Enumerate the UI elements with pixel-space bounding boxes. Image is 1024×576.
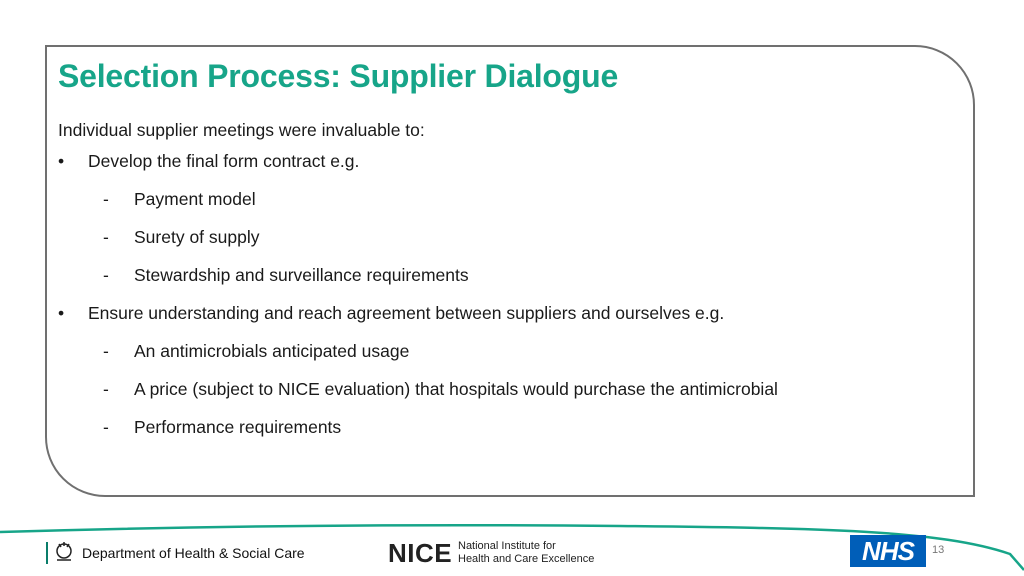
nice-line-1: National Institute for [458,540,556,552]
intro-text: Individual supplier meetings were invaluable to: [58,120,425,140]
dhsc-logo-bar [46,542,48,564]
slide-title: Selection Process: Supplier Dialogue [58,58,619,94]
dash-marker: - [103,265,109,285]
sub-item: Stewardship and surveillance requirements [134,265,469,285]
dash-marker: - [103,341,109,361]
nice-subtitle [458,540,594,566]
bullet-marker: • [58,151,65,171]
nice-wordmark: NICE [388,538,453,568]
nhs-logo: NHS [850,535,926,567]
sub-item: An antimicrobials anticipated usage [134,341,410,361]
sub-item: Payment model [134,189,256,209]
bullet-marker: • [58,303,65,323]
sub-item: Surety of supply [134,227,260,247]
crest-icon [52,540,76,564]
dhsc-label: Department of Health & Social Care [82,545,305,561]
sub-item: A price (subject to NICE evaluation) that hospitals would purchase the antimicrobial [134,379,778,399]
bullet-item: Develop the final form contract e.g. [88,151,360,171]
page-number: 13 [932,544,945,556]
dash-marker: - [103,417,109,437]
bullet-item: Ensure understanding and reach agreement between suppliers and ourselves e.g. [88,303,725,323]
nice-line-2: Health and Care Excellence [458,553,595,565]
sub-item: Performance requirements [134,417,342,437]
dash-marker: - [103,227,109,247]
dash-marker: - [103,189,109,209]
dash-marker: - [103,379,109,399]
